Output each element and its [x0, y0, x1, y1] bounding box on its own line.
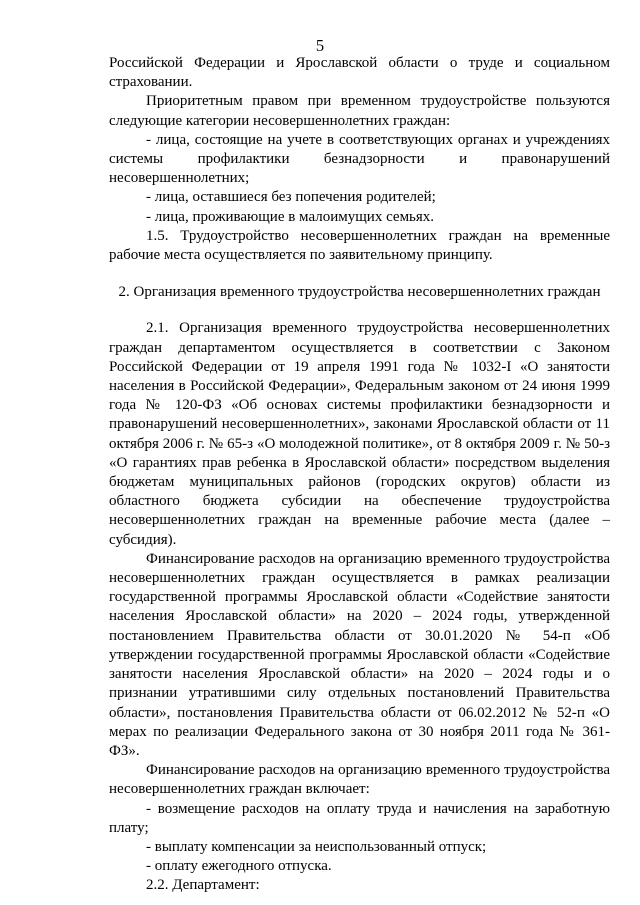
list-item-low-income-families: - лица, проживающие в малоимущих семьях. — [146, 208, 435, 225]
document-body — [109, 54, 610, 896]
list-item-wage-reimbursement: - возмещение расходов на оплату труда и начисления на заработную плату; — [109, 800, 610, 836]
list-item-unused-leave-compensation: - выплату компенсации за неиспользованный отпуск; — [146, 838, 487, 855]
section-spacer — [109, 265, 610, 283]
heading-spacer — [109, 302, 610, 319]
paragraph-1-5: 1.5. Трудоустройство несовершеннолетних граждан на временные рабочие места осуществляется по заявительному принципу. — [109, 227, 610, 264]
list-item-without-parental-care: - лица, оставшиеся без попечения родителей; — [146, 189, 436, 206]
paragraph-2-2: 2.2. Департамент: — [146, 877, 260, 894]
page-number: 5 — [315, 36, 325, 55]
paragraph-financing-program: Финансирование расходов на организацию временного трудоустройства несовершеннолетних граждан осуществляется в рамках реализации государственной программы Ярославской области «Содействие занятости населения Ярославской области» на 2020 – 2024 годы, утвержденной постановлением Правительства области от 30.01.2020 № 54-п «Об утверждении государственной программы Ярославской области «Содействие занятости населения Ярославской области» на 2020 – 2024 годы и о признании утратившими силу отдельных постановлений Правительства области», постановления Правительства области от 06.02.2012 № 52-п «О мерах по реализации Федерального закона от 30 ноября 2011 года № 361-ФЗ». — [109, 550, 610, 759]
paragraph-continuation: Российской Федерации и Ярославской области о труде и социальном страховании. — [109, 55, 610, 91]
paragraph-2-1: 2.1. Организация временного трудоустройства несовершеннолетних граждан департаментом осуществляется в соответствии с Законом Российской Федерации от 19 апреля 1991 года № 1032-I «О занятости населения в Российской Федерации», Федеральным законом от 24 июня 1999 года № 120-ФЗ «Об основах системы профилактики безнадзорности и правонарушений несовершеннолетних», законами Ярославской области от 11 октября 2006 г. № 65-з «О молодежной политике», от 8 октября 2009 г. № 50-з «О гарантиях прав ребенка в Ярославской области» посредством выделения бюджетам муниципальных районов (городских округов) области из областного бюджета субсидии на обеспечение трудоустройства несовершеннолетних граждан на временные рабочие места (далее – субсидия). — [109, 320, 610, 548]
paragraph-financing-includes: Финансирование расходов на организацию временного трудоустройства несовершеннолетних граждан включает: — [109, 762, 610, 798]
paragraph-priority-right: Приоритетным правом при временном трудоустройстве пользуются следующие категории несовершеннолетних граждан: — [109, 93, 610, 129]
list-item-annual-leave: - оплату ежегодного отпуска. — [146, 858, 332, 875]
section-heading: 2. Организация временного трудоустройства несовершеннолетних граждан — [118, 284, 601, 301]
list-item-registered-minors: - лица, состоящие на учете в соответствующих органах и учреждениях системы профилактики безнадзорности и правонарушений несовершеннолетних; — [109, 131, 610, 187]
